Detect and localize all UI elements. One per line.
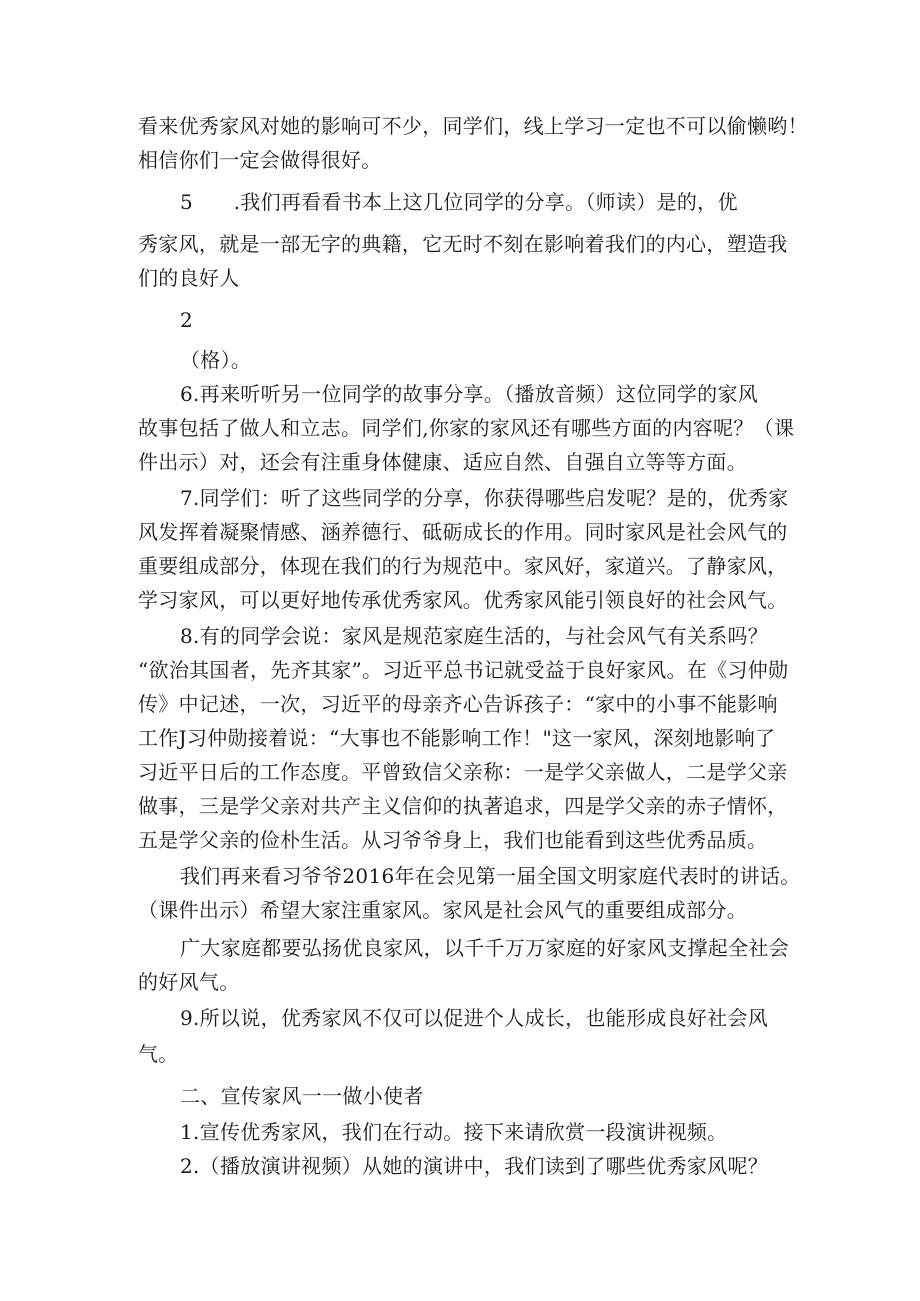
text-line: 的好风气。	[138, 970, 240, 994]
text-line: 1.宣传优秀家风，我们在行动。接下来请欣赏一段演讲视频。	[180, 1120, 728, 1144]
text-line: 7.同学们：听了这些同学的分享，你获得哪些启发呢？是的，优秀家	[180, 486, 789, 510]
text-line: 五是学父亲的俭朴生活。从习爷爷身上，我们也能看到这些优秀品质。	[138, 828, 768, 852]
text-line: 习近平日后的工作态度。平曾致信父亲称：一是学父亲做人，二是学父亲	[138, 760, 788, 784]
text-line: 气。	[138, 1042, 179, 1066]
text-line: 学习家风，可以更好地传承优秀家风。优秀家风能引领良好的社会风气。	[138, 588, 788, 612]
text-line: 8.有的同学会说：家风是规范家庭生活的，与社会风气有关系吗？	[180, 624, 769, 648]
text-line: 做事，三是学父亲对共产主义信仰的执著追求，四是学父亲的赤子情怀，	[138, 794, 788, 818]
section-heading: 二、宣传家风一一做小使者	[180, 1084, 424, 1108]
text-line: 2.（播放演讲视频）从她的演讲中，我们读到了哪些优秀家风呢？	[180, 1154, 769, 1178]
text-line: （格）。	[180, 348, 252, 372]
text-line: 看来优秀家风对她的影响可不少，同学们，线上学习一定也不可以偷懒哟！	[138, 114, 808, 138]
text-line: 6.再来听听另一位同学的故事分享。（播放音频）这位同学的家风	[180, 382, 759, 406]
text-line: 5 .我们再看看书本上这几位同学的分享。（师读）是的，优	[180, 190, 738, 214]
text-line: 故事包括了做人和立志。同学们,你家的家风还有哪些方面的内容呢？（课	[138, 416, 795, 440]
text-line: 秀家风，就是一部无字的典籍，它无时不刻在影响着我们的内心，塑造我	[138, 232, 788, 256]
text-line: 相信你们一定会做得很好。	[138, 148, 382, 172]
text-line: 风发挥着凝聚情感、涵养德行、砥砺成长的作用。同时家风是社会风气的	[138, 520, 788, 544]
text-line: 我们再来看习爷爷2016年在会见第一届全国文明家庭代表时的讲话。	[180, 864, 801, 888]
text-line: 9.所以说，优秀家风不仅可以促进个人成长，也能形成良好社会风	[180, 1006, 769, 1030]
text-line: 件出示）对，还会有注重身体健康、适应自然、自强自立等等方面。	[138, 450, 747, 474]
text-line: 传》中记述，一次，习近平的母亲齐心告诉孩子：“家中的小事不能影响	[138, 692, 778, 716]
text-line: “欲治其国者，先齐其家”。习近平总书记就受益于良好家风。在《习仲勋	[138, 658, 789, 682]
text-line: 广大家庭都要弘扬优良家风，以千千万万家庭的好家风支撑起全社会	[180, 936, 789, 960]
text-line: （课件出示）希望大家注重家风。家风是社会风气的重要组成部分。	[138, 898, 747, 922]
text-line: 重要组成部分，体现在我们的行为规范中。家风好，家道兴。了静家风，	[138, 554, 788, 578]
text-line: 们的良好人	[138, 266, 240, 290]
text-line: 2	[180, 308, 194, 332]
text-line: 工作J习仲勋接着说：“大事也不能影响工作！"这一家风，深刻地影响了	[138, 726, 776, 750]
